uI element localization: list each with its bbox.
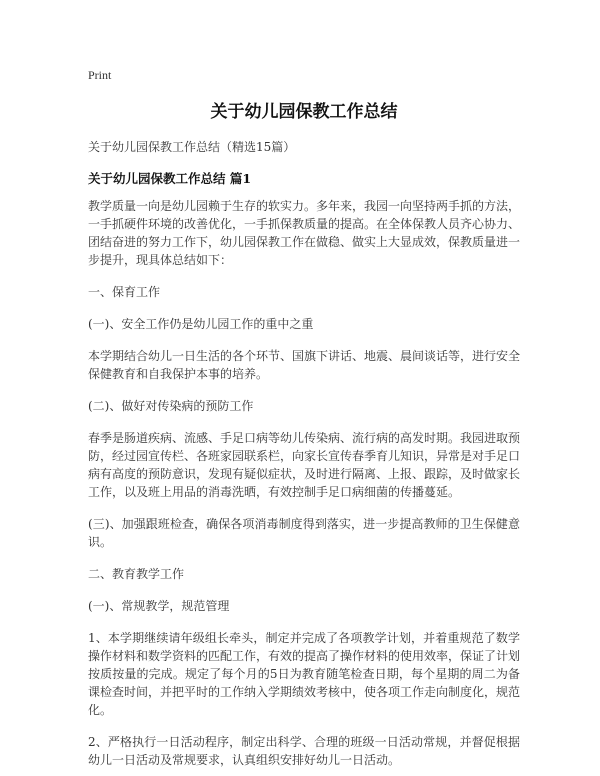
body-heading: 一、保育工作 xyxy=(88,285,161,299)
body-heading: (二)、做好对传染病的预防工作 xyxy=(88,399,254,413)
document-title: 关于幼儿园保教工作总结 xyxy=(210,102,398,122)
body-heading: 二、教育教学工作 xyxy=(88,567,185,581)
body-heading: (一)、安全工作仍是幼儿园工作的重中之重 xyxy=(88,317,314,331)
body-paragraph: (三)、加强跟班检查，确保各项消毒制度得到落实，进一步提高教师的卫生保健意识。 xyxy=(88,517,520,549)
body-paragraph: 1、本学期继续请年级组长牵头，制定并完成了各项教学计划，并着重规范了数学操作材料和数学资料的匹配工作，有效的提高了操作材料的使用效率，保证了计划按质按量的完成。规定了每个月的5日为教育随笔检查日期，每个星期的周二为备课检查时间，并把平时的工作纳入学期绩效考核中，使各项工作走向制度化，规范化。 xyxy=(88,631,521,717)
body-heading: (一)、常规教学，规范管理 xyxy=(88,599,230,613)
body-paragraph: 本学期结合幼儿一日生活的各个环节、国旗下讲话、地震、晨间谈话等，进行安全保健教育和自我保护本事的培养。 xyxy=(88,349,521,381)
section-title: 关于幼儿园保教工作总结 篇1 xyxy=(88,171,252,186)
print-link[interactable]: Print xyxy=(88,68,112,82)
document-body xyxy=(88,197,520,769)
document-subtitle: 关于幼儿园保教工作总结（精选15篇） xyxy=(88,140,296,154)
body-paragraph: 2、严格执行一日活动程序，制定出科学、合理的班级一日活动常规，并督促根据幼儿一日活动及常规要求，认真组织安排好幼儿一日活动。 xyxy=(88,735,520,767)
body-paragraph: 教学质量一向是幼儿园赖于生存的软实力。多年来，我园一向坚持两手抓的方法，一手抓硬件环境的改善优化，一手抓保教质量的提高。在全体保教人员齐心协力、团结奋进的努力工作下，幼儿园保教工作在做稳、做实上大显成效，保教质量进一步提升，现具体总结如下： xyxy=(88,199,521,267)
body-paragraph: 春季是肠道疾病、流感、手足口病等幼儿传染病、流行病的高发时期。我园进取预防，经过园宣传栏、各班家园联系栏，向家长宣传春季育儿知识，异常是对手足口病有高度的预防意识，发现有疑似症状，及时进行隔离、上报、跟踪，及时做家长工作，以及班上用品的消毒洗晒，有效控制手足口病细菌的传播蔓延。 xyxy=(88,431,521,499)
